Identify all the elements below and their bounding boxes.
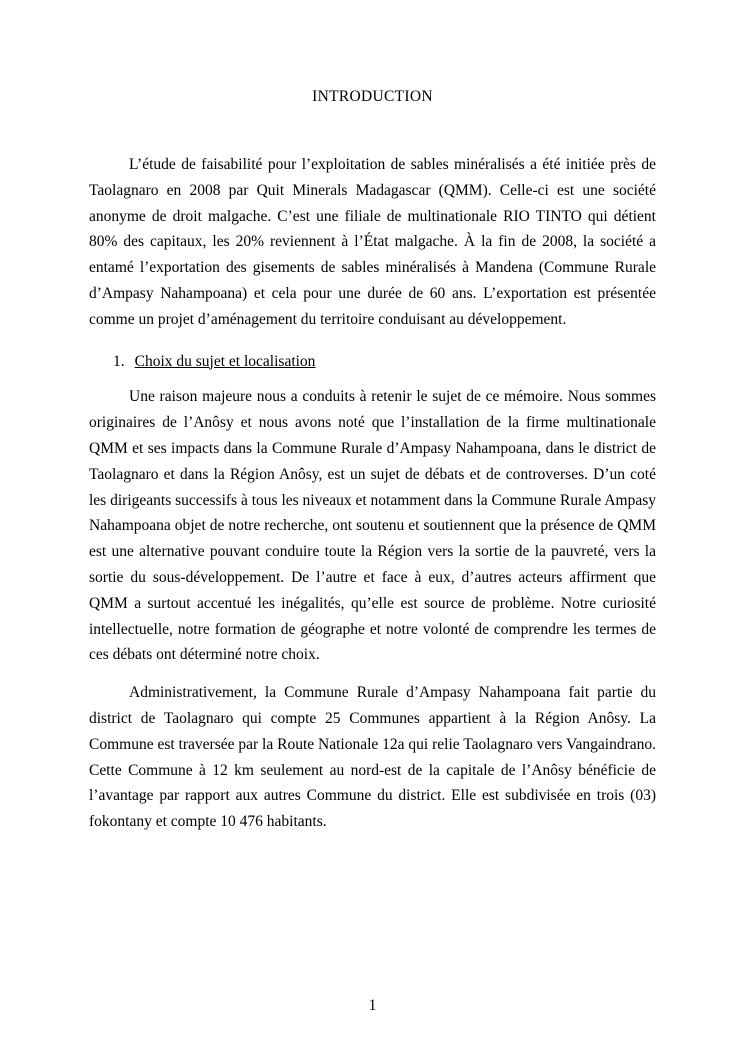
section-heading xyxy=(89,349,656,375)
page-number: 1 xyxy=(368,997,377,1014)
paragraph-intro: L’étude de faisabilité pour l’exploitation de sables minéralisés a été initiée près de Taolagnaro en 2008 par Quit Minerals Madagascar (QMM). Celle-ci est une société anonyme de droit malgache. C’est une filiale de multinationale RIO TINTO qui détient 80% des capitaux, les 20% reviennent à l’État malgache. À la fin de 2008, la société a entamé l’exportation des gisements de sables minéralisés à Mandena (Commune Rurale d’Ampasy Nahampoana) et cela pour une durée de 60 ans. L’exportation est présentée comme un projet d’aménagement du territoire conduisant au développement. xyxy=(89,156,656,328)
paragraph-choix-sujet: Une raison majeure nous a conduits à retenir le sujet de ce mémoire. Nous sommes originaires de l’Anôsy et nous avons noté que l’installation de la firme multinationale QMM et ses impacts dans la Commune Rurale d’Ampasy Nahampoana, dans le district de Taolagnaro et dans la Région Anôsy, est un sujet de débats et de controverses. D’un coté les dirigeants successifs à tous les niveaux et notamment dans la Commune Rurale Ampasy Nahampoana objet de notre recherche, ont soutenu et soutiennent que la présence de QMM est une alternative pouvant conduire toute la Région vers la sortie de la pauvreté, vers la sortie du sous-développement. De l’autre et face à eux, d’autres acteurs affirment que QMM a surtout accentué les inégalités, qu’elle est source de problème. Notre curiosité intellectuelle, notre formation de géographe et notre volonté de comprendre les termes de ces débats ont déterminé notre choix. xyxy=(89,388,656,664)
section-title: Choix du sujet et localisation xyxy=(134,352,316,370)
paragraph-administratif: Administrativement, la Commune Rurale d’Ampasy Nahampoana fait partie du district de Taolagnaro qui compte 25 Communes appartient à la Région Anôsy. La Commune est traversée par la Route Nationale 12a qui relie Taolagnaro vers Vangaindrano. Cette Commune à 12 km seulement au nord-est de la capitale de l’Anôsy bénéficie de l’avantage par rapport aux autres Commune du district. Elle est subdivisée en trois (03) fokontany et compte 10 476 habitants. xyxy=(89,684,656,831)
page-title: INTRODUCTION xyxy=(312,88,433,105)
section-number: 1. xyxy=(113,352,125,370)
